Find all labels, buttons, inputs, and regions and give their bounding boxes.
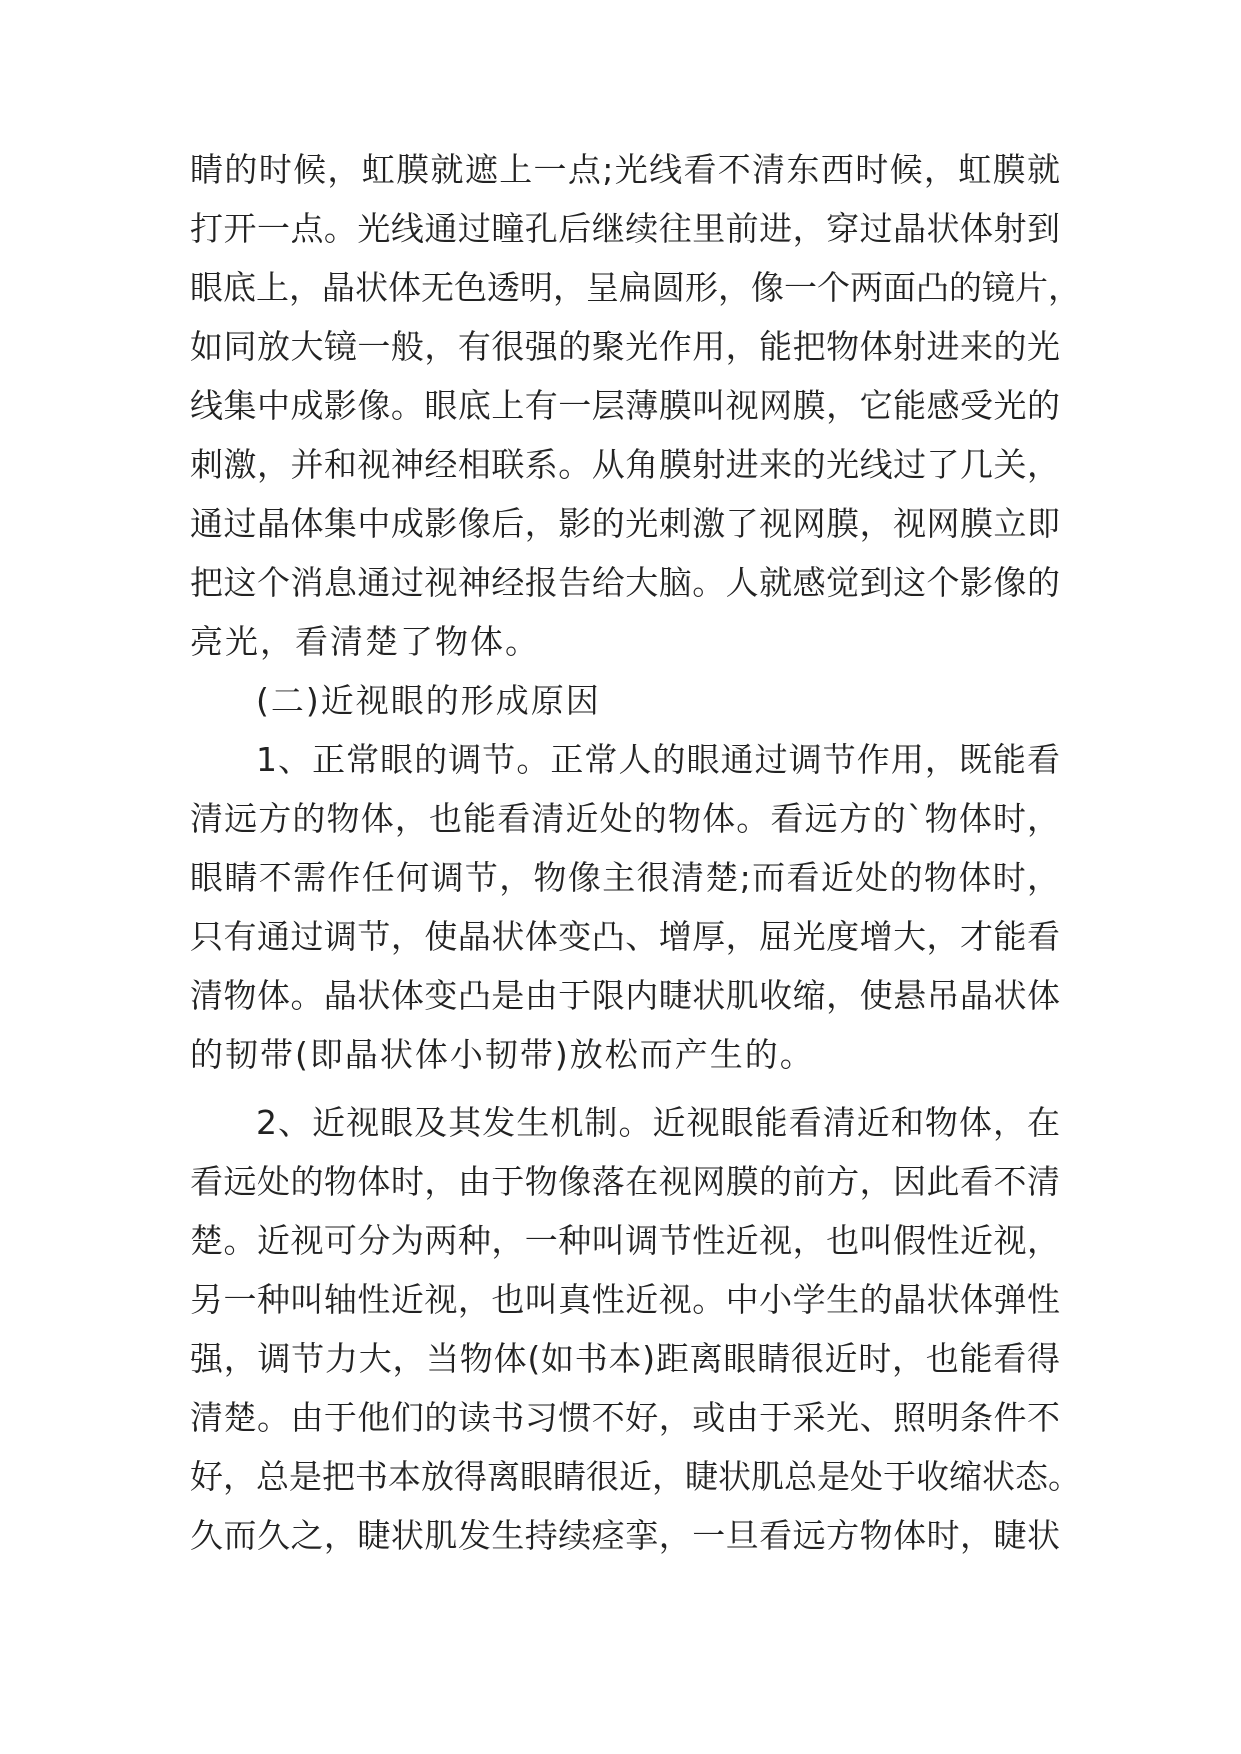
text-line: 清物体。晶状体变凸是由于限内睫状肌收缩，使悬吊晶状体 xyxy=(190,976,1060,1015)
text-line: 强，调节力大，当物体(如书本)距离眼睛很近时，也能看得 xyxy=(190,1339,1060,1378)
text-line: 只有通过调节，使晶状体变凸、增厚，屈光度增大，才能看 xyxy=(190,917,1060,956)
text-line: 清楚。由于他们的读书习惯不好，或由于采光、照明条件不 xyxy=(190,1398,1060,1437)
text-line: 另一种叫轴性近视，也叫真性近视。中小学生的晶状体弹性 xyxy=(190,1280,1060,1319)
text-line: 眼睛不需作任何调节，物像主很清楚;而看近处的物体时， xyxy=(190,858,1060,897)
text-line: 打开一点。光线通过瞳孔后继续往里前进，穿过晶状体射到 xyxy=(190,209,1060,248)
text-line: 清远方的物体，也能看清近处的物体。看远方的`物体时， xyxy=(190,799,1060,838)
text-line: 刺激，并和视神经相联系。从角膜射进来的光线过了几关， xyxy=(190,445,1060,484)
text-line: 好，总是把书本放得离眼睛很近，睫状肌总是处于收缩状态。 xyxy=(190,1457,1081,1496)
text-line: 如同放大镜一般，有很强的聚光作用，能把物体射进来的光 xyxy=(190,327,1060,366)
text-line: 久而久之，睫状肌发生持续痉挛，一旦看远方物体时，睫状 xyxy=(190,1516,1060,1555)
text-line: 把这个消息通过视神经报告给大脑。人就感觉到这个影像的 xyxy=(190,563,1060,602)
text-line: 2、近视眼及其发生机制。近视眼能看清近和物体，在 xyxy=(256,1103,1060,1142)
text-line: 1、正常眼的调节。正常人的眼通过调节作用，既能看 xyxy=(256,740,1060,779)
section-heading: (二)近视眼的形成原因 xyxy=(256,681,601,720)
text-line: 线集中成影像。眼底上有一层薄膜叫视网膜，它能感受光的 xyxy=(190,386,1060,425)
text-line: 通过晶体集中成影像后，影的光刺激了视网膜，视网膜立即 xyxy=(190,504,1060,543)
text-line: 亮光，看清楚了物体。 xyxy=(190,622,540,661)
text-line: 看远处的物体时，由于物像落在视网膜的前方，因此看不清 xyxy=(190,1162,1060,1201)
text-line: 睛的时候，虹膜就遮上一点;光线看不清东西时候，虹膜就 xyxy=(190,150,1060,189)
text-line: 眼底上，晶状体无色透明，呈扁圆形，像一个两面凸的镜片， xyxy=(190,268,1081,307)
text-line: 的韧带(即晶状体小韧带)放松而产生的。 xyxy=(190,1035,815,1074)
text-line: 楚。近视可分为两种，一种叫调节性近视，也叫假性近视， xyxy=(190,1221,1060,1260)
